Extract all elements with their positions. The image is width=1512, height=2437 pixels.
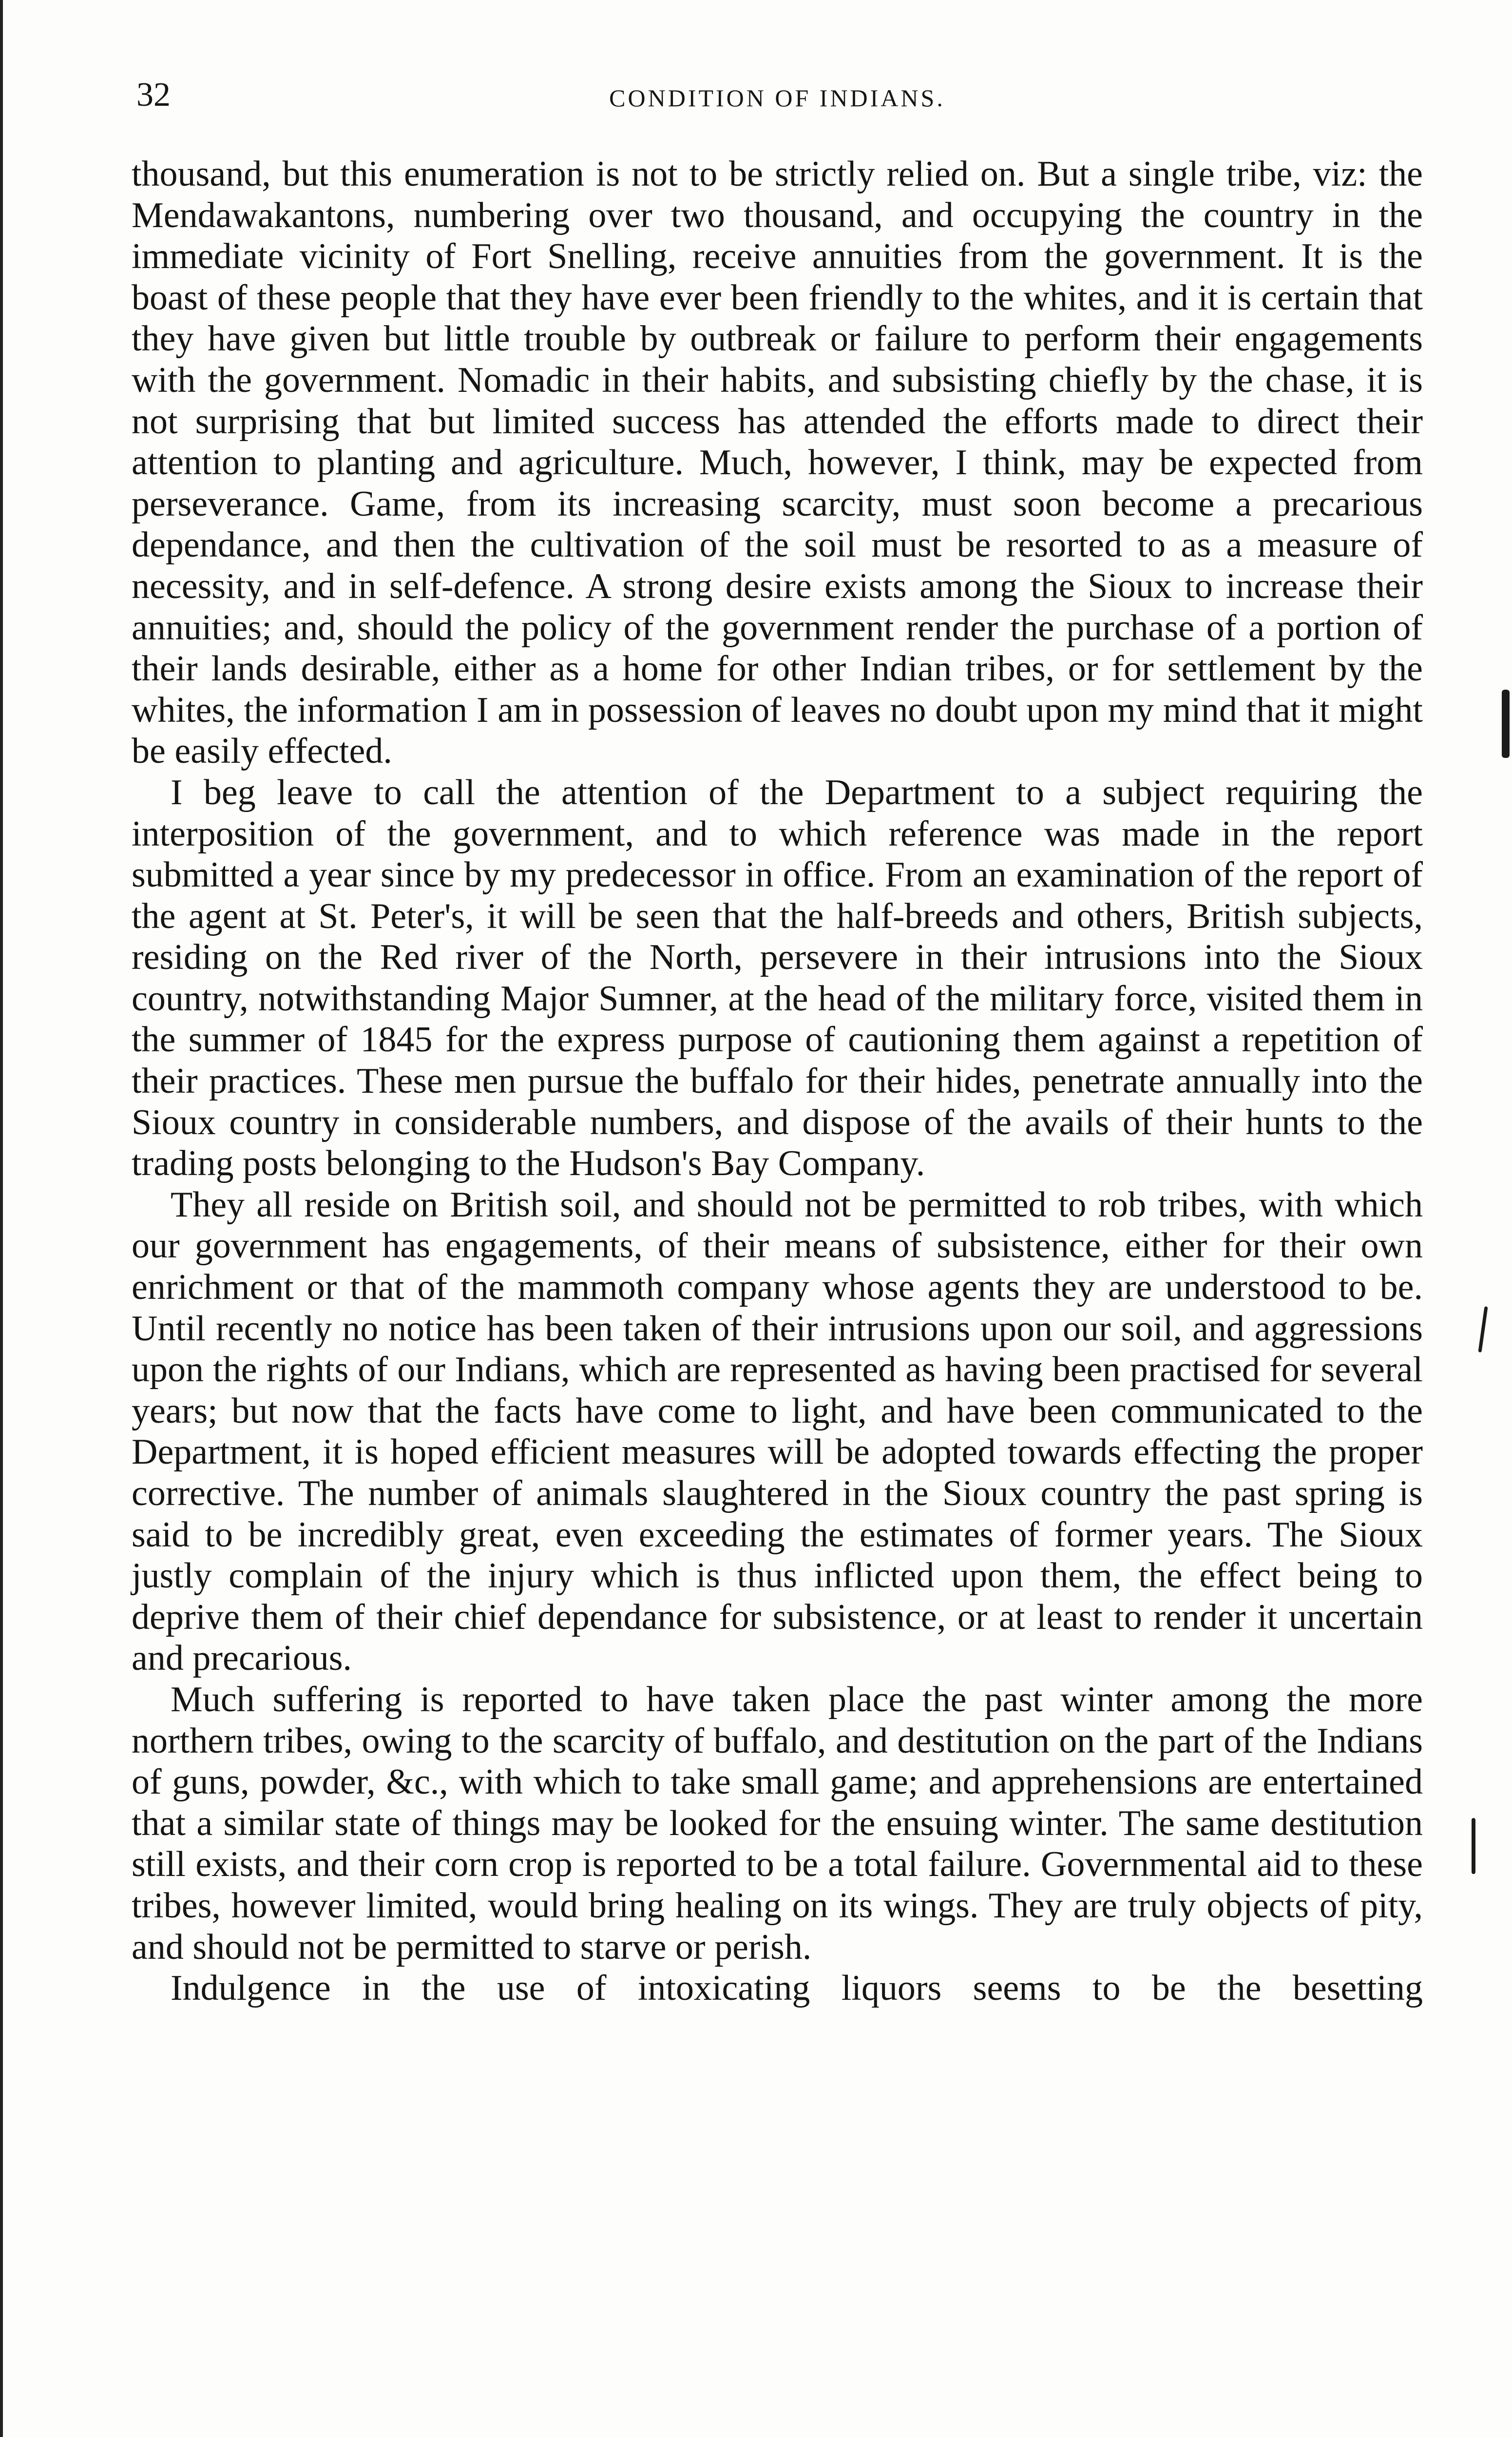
paragraph-4: Much suffering is reported to have taken place the past winter among the more northern tribes, owing to the scarcity of buffalo, and destitution on the part of the Indians of guns, powder, &c., with which to take small game; and apprehensions are entertained that a similar state of things may be looked for the ensuing winter. The same destitution still exists, and their corn crop is reported to be a total failure. Governmental aid to these tribes, however limited, would bring healing on its wings. They are truly objects of pity, and should not be permitted to starve or perish. bbox=[132, 1679, 1423, 1967]
paragraph-5: Indulgence in the use of intoxicating liquors seems to be the besetting bbox=[171, 1968, 1423, 2009]
paragraph-3: They all reside on British soil, and should not be permitted to rob tribes, with which our government has engagements, of their means of subsistence, either for their own enrichment or that of the mammoth company whose agents they are understood to be. Until recently no notice has been taken of their intrusions upon our soil, and aggressions upon the rights of our Indians, which are represented as having been practised for several years; but now that the facts have come to light, and have been communicated to the Department, it is hoped efficient measures will be adopted towards effecting the proper corrective. The number of animals slaughtered in the Sioux country the past spring is said to be incredibly great, even exceeding the estimates of former years. The Sioux justly complain of the injury which is thus inflicted upon them, the effect being to deprive them of their chief dependance for subsistence, or at least to render it uncertain and precarious. bbox=[132, 1184, 1423, 1679]
paragraph-2: I beg leave to call the attention of the Department to a subject requiring the interposition of the government, and to which reference was made in the report submitted a year since by my predecessor in office. From an examination of the report of the agent at St. Peter's, it will be seen that the half-breeds and others, British subjects, residing on the Red river of the North, persevere in their intrusions into the Sioux country, notwithstanding Major Sumner, at the head of the military force, visited them in the summer of 1845 for the express purpose of cautioning them against a repetition of their practices. These men pursue the buffalo for their hides, penetrate annually into the Sioux country in considerable numbers, and dispose of the avails of their hunts to the trading posts belonging to the Hudson's Bay Company. bbox=[132, 772, 1423, 1184]
page-number: 32 bbox=[136, 76, 171, 114]
paragraph-1: thousand, but this enumeration is not to be strictly relied on. But a single tribe, viz: the Mendawakantons, numbering over two thousand, and occupying the country in the immediate vicinity of Fort Snelling, receive annuities from the government. It is the boast of these people that they have ever been friendly to the whites, and it is certain that they have given but little trouble by outbreak or failure to perform their engagements with the government. Nomadic in their habits, and subsisting chiefly by the chase, it is not surprising that but limited success has attended the efforts made to direct their attention to planting and agriculture. Much, however, I think, may be expected from perseverance. Game, from its increasing scarcity, must soon become a precarious dependance, and then the cultivation of the soil must be resorted to as a measure of necessity, and in self-defence. A strong desire exists among the Sioux to increase their annuities; and, should the policy of the government render the purchase of a portion of their lands desirable, either as a home for other Indian tribes, or for settlement by the whites, the information I am in possession of leaves no doubt upon my mind that it might be easily effected. bbox=[132, 154, 1423, 772]
running-title: CONDITION OF INDIANS. bbox=[609, 84, 945, 112]
